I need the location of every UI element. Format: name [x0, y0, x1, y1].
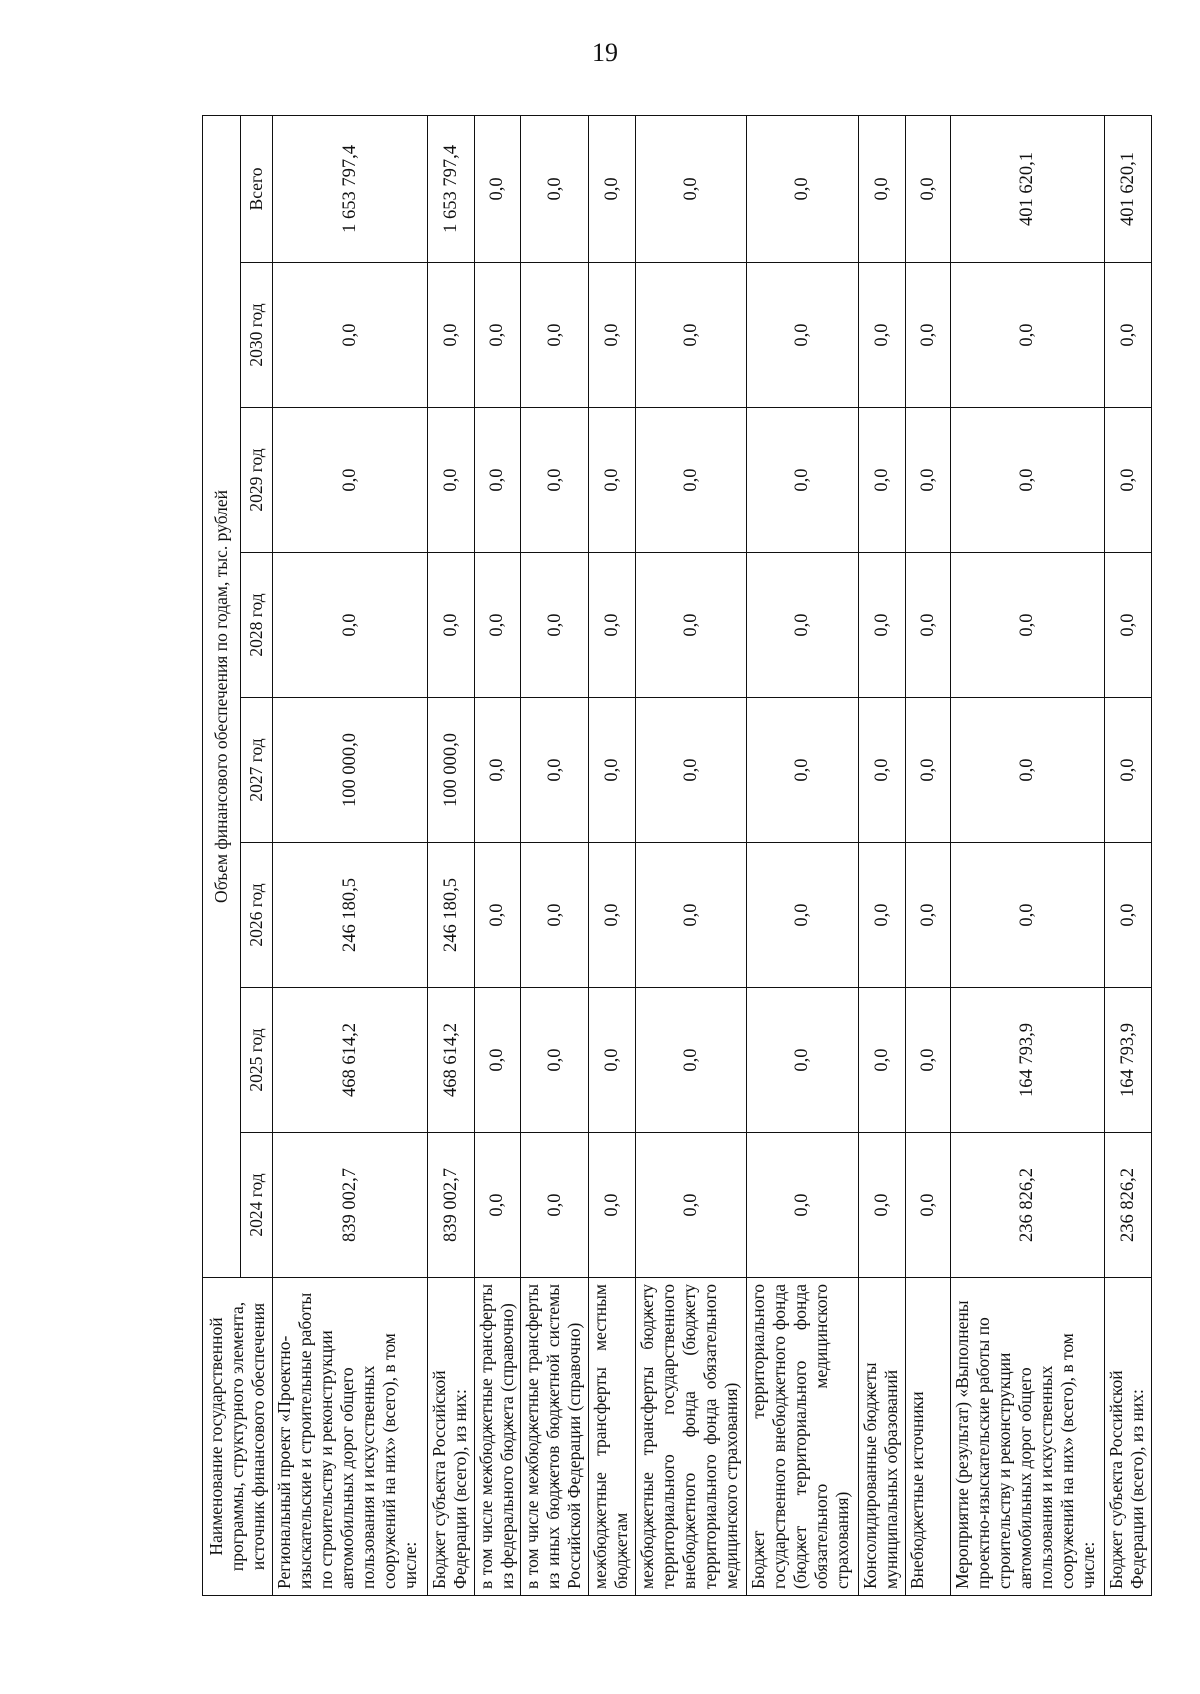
- value-cell: 0,0: [747, 698, 859, 843]
- value-cell: 0,0: [589, 1133, 635, 1278]
- value-cell: 0,0: [1105, 553, 1152, 698]
- value-cell: 0,0: [521, 1133, 589, 1278]
- value-cell: 100 000,0: [428, 698, 474, 843]
- value-cell: 0,0: [474, 988, 520, 1133]
- year-header: 2030 год: [241, 263, 273, 408]
- value-cell: 0,0: [906, 1133, 950, 1278]
- row-label: Мероприятие (результат) «Выполнены проектно-изыскательские работы по строительству и реконструкции автомобильных дорог общего пользования и искусственных сооружений на них» (всего), в том числе:: [950, 1278, 1105, 1596]
- value-cell: 0,0: [635, 698, 747, 843]
- value-cell: 0,0: [747, 988, 859, 1133]
- value-cell: 0,0: [858, 263, 906, 408]
- total-cell: 401 620,1: [1105, 115, 1152, 262]
- value-cell: 0,0: [1105, 263, 1152, 408]
- total-cell: 0,0: [858, 115, 906, 262]
- value-cell: 0,0: [906, 263, 950, 408]
- year-header: 2028 год: [241, 553, 273, 698]
- value-cell: 839 002,7: [273, 1133, 428, 1278]
- value-cell: 246 180,5: [428, 843, 474, 988]
- value-cell: 0,0: [474, 408, 520, 553]
- table-row: [521, 115, 589, 1595]
- value-cell: 0,0: [428, 408, 474, 553]
- value-cell: 0,0: [906, 988, 950, 1133]
- total-cell: 0,0: [906, 115, 950, 262]
- row-label: Внебюджетные источники: [906, 1278, 950, 1596]
- total-cell: 0,0: [635, 115, 747, 262]
- value-cell: 468 614,2: [428, 988, 474, 1133]
- total-cell: 401 620,1: [950, 115, 1105, 262]
- value-cell: 0,0: [950, 843, 1105, 988]
- value-cell: 0,0: [521, 843, 589, 988]
- value-cell: 0,0: [428, 553, 474, 698]
- row-label: Консолидированные бюджеты муниципальных образований: [858, 1278, 906, 1596]
- value-cell: 246 180,5: [273, 843, 428, 988]
- value-cell: 0,0: [950, 408, 1105, 553]
- total-cell: 0,0: [747, 115, 859, 262]
- row-label: Бюджет субъекта Российской Федерации (всего), из них:: [1105, 1278, 1152, 1596]
- value-cell: 0,0: [906, 698, 950, 843]
- value-cell: 0,0: [858, 698, 906, 843]
- value-cell: 0,0: [858, 1133, 906, 1278]
- name-column-header: Наименование государственной программы, структурного элемента, источник финансового обеспечения: [203, 1278, 273, 1596]
- table-row: [1105, 115, 1152, 1595]
- value-cell: 0,0: [635, 408, 747, 553]
- value-cell: 0,0: [950, 263, 1105, 408]
- total-cell: 0,0: [474, 115, 520, 262]
- table-row: [950, 115, 1105, 1595]
- table-rotated-container: [202, 116, 1152, 1596]
- value-cell: 0,0: [1105, 698, 1152, 843]
- value-cell: 0,0: [589, 263, 635, 408]
- year-header: 2025 год: [241, 988, 273, 1133]
- value-cell: 0,0: [474, 1133, 520, 1278]
- value-cell: 0,0: [747, 1133, 859, 1278]
- value-cell: 0,0: [273, 408, 428, 553]
- value-cell: 164 793,9: [950, 988, 1105, 1133]
- value-cell: 100 000,0: [273, 698, 428, 843]
- value-cell: 0,0: [589, 408, 635, 553]
- value-cell: 0,0: [747, 553, 859, 698]
- value-cell: 0,0: [589, 698, 635, 843]
- row-label: межбюджетные трансферты бюджету территориального государственного внебюджетного фонда (бюджету территориального фонда обязательного медицинского страхования): [635, 1278, 747, 1596]
- value-cell: 0,0: [521, 988, 589, 1133]
- value-cell: 0,0: [950, 553, 1105, 698]
- total-cell: 1 653 797,4: [428, 115, 474, 262]
- table-row: [747, 115, 859, 1595]
- value-cell: 0,0: [521, 698, 589, 843]
- value-cell: 0,0: [858, 843, 906, 988]
- table-row: [428, 115, 474, 1595]
- year-header: 2027 год: [241, 698, 273, 843]
- value-cell: 0,0: [589, 988, 635, 1133]
- row-label: Бюджет субъекта Российской Федерации (всего), из них:: [428, 1278, 474, 1596]
- value-cell: 0,0: [521, 553, 589, 698]
- year-header: 2024 год: [241, 1133, 273, 1278]
- value-cell: 0,0: [635, 1133, 747, 1278]
- header-row-group: [203, 115, 241, 1595]
- value-cell: 468 614,2: [273, 988, 428, 1133]
- value-cell: 0,0: [635, 263, 747, 408]
- row-label: в том числе межбюджетные трансферты из иных бюджетов бюджетной системы Российской Федерации (справочно): [521, 1278, 589, 1596]
- value-cell: 0,0: [474, 263, 520, 408]
- row-label: Бюджет территориального государственного внебюджетного фонда (бюджет территориального фонда обязательного медицинского страхования): [747, 1278, 859, 1596]
- row-label: Региональный проект «Проектно-изыскательские и строительные работы по строительству и реконструкции автомобильных дорог общего пользования и искусственных сооружений на них» (всего), в том числе:: [273, 1278, 428, 1596]
- table-row: [858, 115, 906, 1595]
- total-cell: 0,0: [521, 115, 589, 262]
- value-cell: 0,0: [273, 263, 428, 408]
- value-cell: 0,0: [950, 698, 1105, 843]
- value-cell: 0,0: [635, 553, 747, 698]
- year-header: 2029 год: [241, 408, 273, 553]
- value-cell: 0,0: [521, 408, 589, 553]
- value-cell: 0,0: [273, 553, 428, 698]
- total-cell: 1 653 797,4: [273, 115, 428, 262]
- value-cell: 0,0: [1105, 843, 1152, 988]
- financing-group-header: Объем финансового обеспечения по годам, тыс. рублей: [203, 115, 241, 1277]
- value-cell: 0,0: [474, 843, 520, 988]
- value-cell: 0,0: [589, 843, 635, 988]
- row-label: межбюджетные трансферты местным бюджетам: [589, 1278, 635, 1596]
- value-cell: 0,0: [589, 553, 635, 698]
- value-cell: 0,0: [906, 843, 950, 988]
- table-row: [273, 115, 428, 1595]
- financing-table: [202, 115, 1152, 1596]
- value-cell: 0,0: [474, 698, 520, 843]
- value-cell: 0,0: [906, 553, 950, 698]
- value-cell: 236 826,2: [950, 1133, 1105, 1278]
- value-cell: 0,0: [906, 408, 950, 553]
- value-cell: 0,0: [747, 843, 859, 988]
- value-cell: 839 002,7: [428, 1133, 474, 1278]
- table-row: [635, 115, 747, 1595]
- value-cell: 0,0: [635, 988, 747, 1133]
- value-cell: 0,0: [747, 263, 859, 408]
- table-row: [906, 115, 950, 1595]
- value-cell: 0,0: [521, 263, 589, 408]
- page-number: 19: [592, 38, 618, 67]
- value-cell: 0,0: [858, 408, 906, 553]
- year-header: 2026 год: [241, 843, 273, 988]
- value-cell: 0,0: [858, 553, 906, 698]
- value-cell: 0,0: [635, 843, 747, 988]
- value-cell: 0,0: [1105, 408, 1152, 553]
- table-row: [589, 115, 635, 1595]
- table-row: [474, 115, 520, 1595]
- value-cell: 0,0: [474, 553, 520, 698]
- value-cell: 0,0: [858, 988, 906, 1133]
- row-label: в том числе межбюджетные трансферты из федерального бюджета (справочно): [474, 1278, 520, 1596]
- value-cell: 0,0: [747, 408, 859, 553]
- value-cell: 164 793,9: [1105, 988, 1152, 1133]
- value-cell: 236 826,2: [1105, 1133, 1152, 1278]
- total-cell: 0,0: [589, 115, 635, 262]
- total-header: Всего: [241, 115, 273, 262]
- value-cell: 0,0: [428, 263, 474, 408]
